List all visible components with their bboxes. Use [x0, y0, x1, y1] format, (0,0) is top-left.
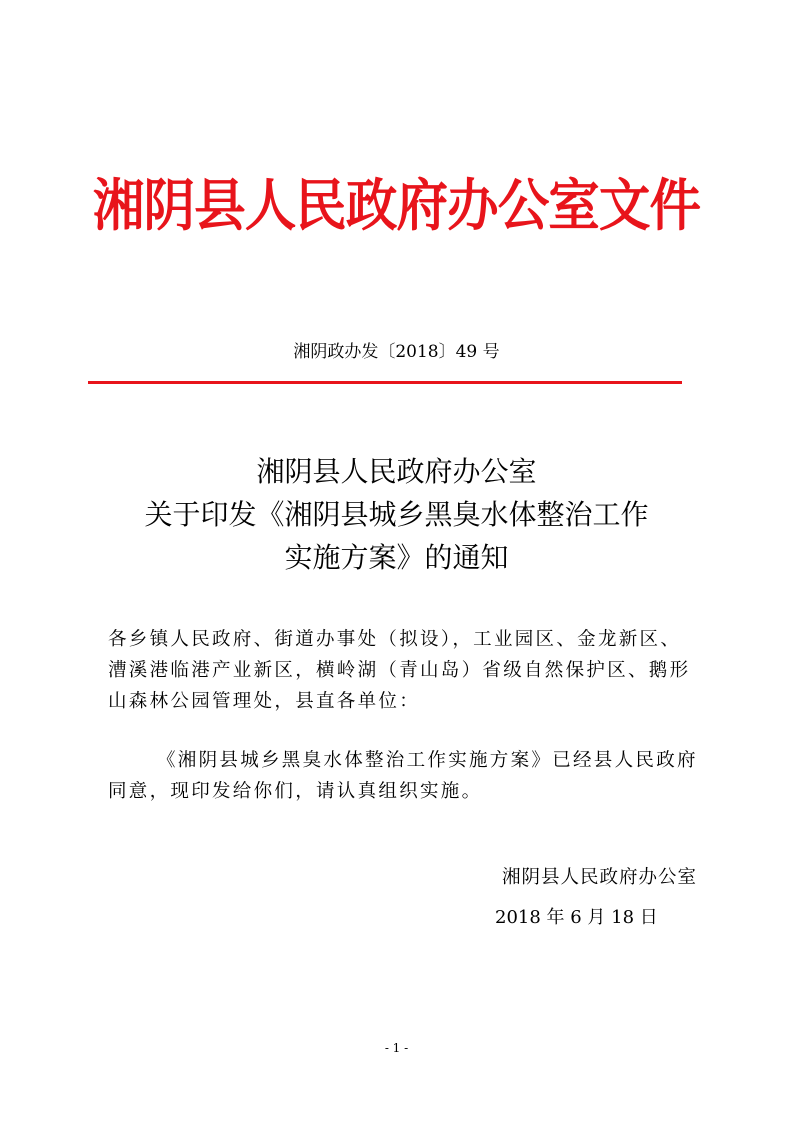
- document-number: 湘阴政办发〔2018〕49 号: [293, 342, 500, 362]
- salutation-line-2: 漕溪港临港产业新区，横岭湖（青山岛）省级自然保护区、鹅形: [108, 660, 691, 681]
- document-title: [0, 450, 793, 579]
- salutation-block: [108, 624, 698, 717]
- salutation-line-3: 山森林公园管理处，县直各单位：: [108, 691, 421, 712]
- document-header-title: 湘阴县人民政府办公室文件: [92, 173, 701, 239]
- salutation-line-1: 各乡镇人民政府、街道办事处（拟设），工业园区、金龙新区、: [108, 629, 682, 650]
- page-number: - 1 -: [384, 1041, 409, 1055]
- issuer-signature: 湘阴县人民政府办公室: [501, 867, 697, 888]
- body-line-2: 同意，现印发给你们，请认真组织实施。: [108, 781, 483, 802]
- issue-date: 2018 年 6 月 18 日: [495, 907, 658, 928]
- title-line-1: 湘阴县人民政府办公室: [256, 455, 537, 488]
- body-line-1: 《湘阴县城乡黑臭水体整治工作实施方案》已经县人民政府: [157, 750, 698, 771]
- red-separator-line: [88, 381, 682, 384]
- title-line-2: 关于印发《湘阴县城乡黑臭水体整治工作: [144, 498, 649, 531]
- title-line-3: 实施方案》的通知: [284, 541, 509, 574]
- body-paragraph: [108, 745, 698, 807]
